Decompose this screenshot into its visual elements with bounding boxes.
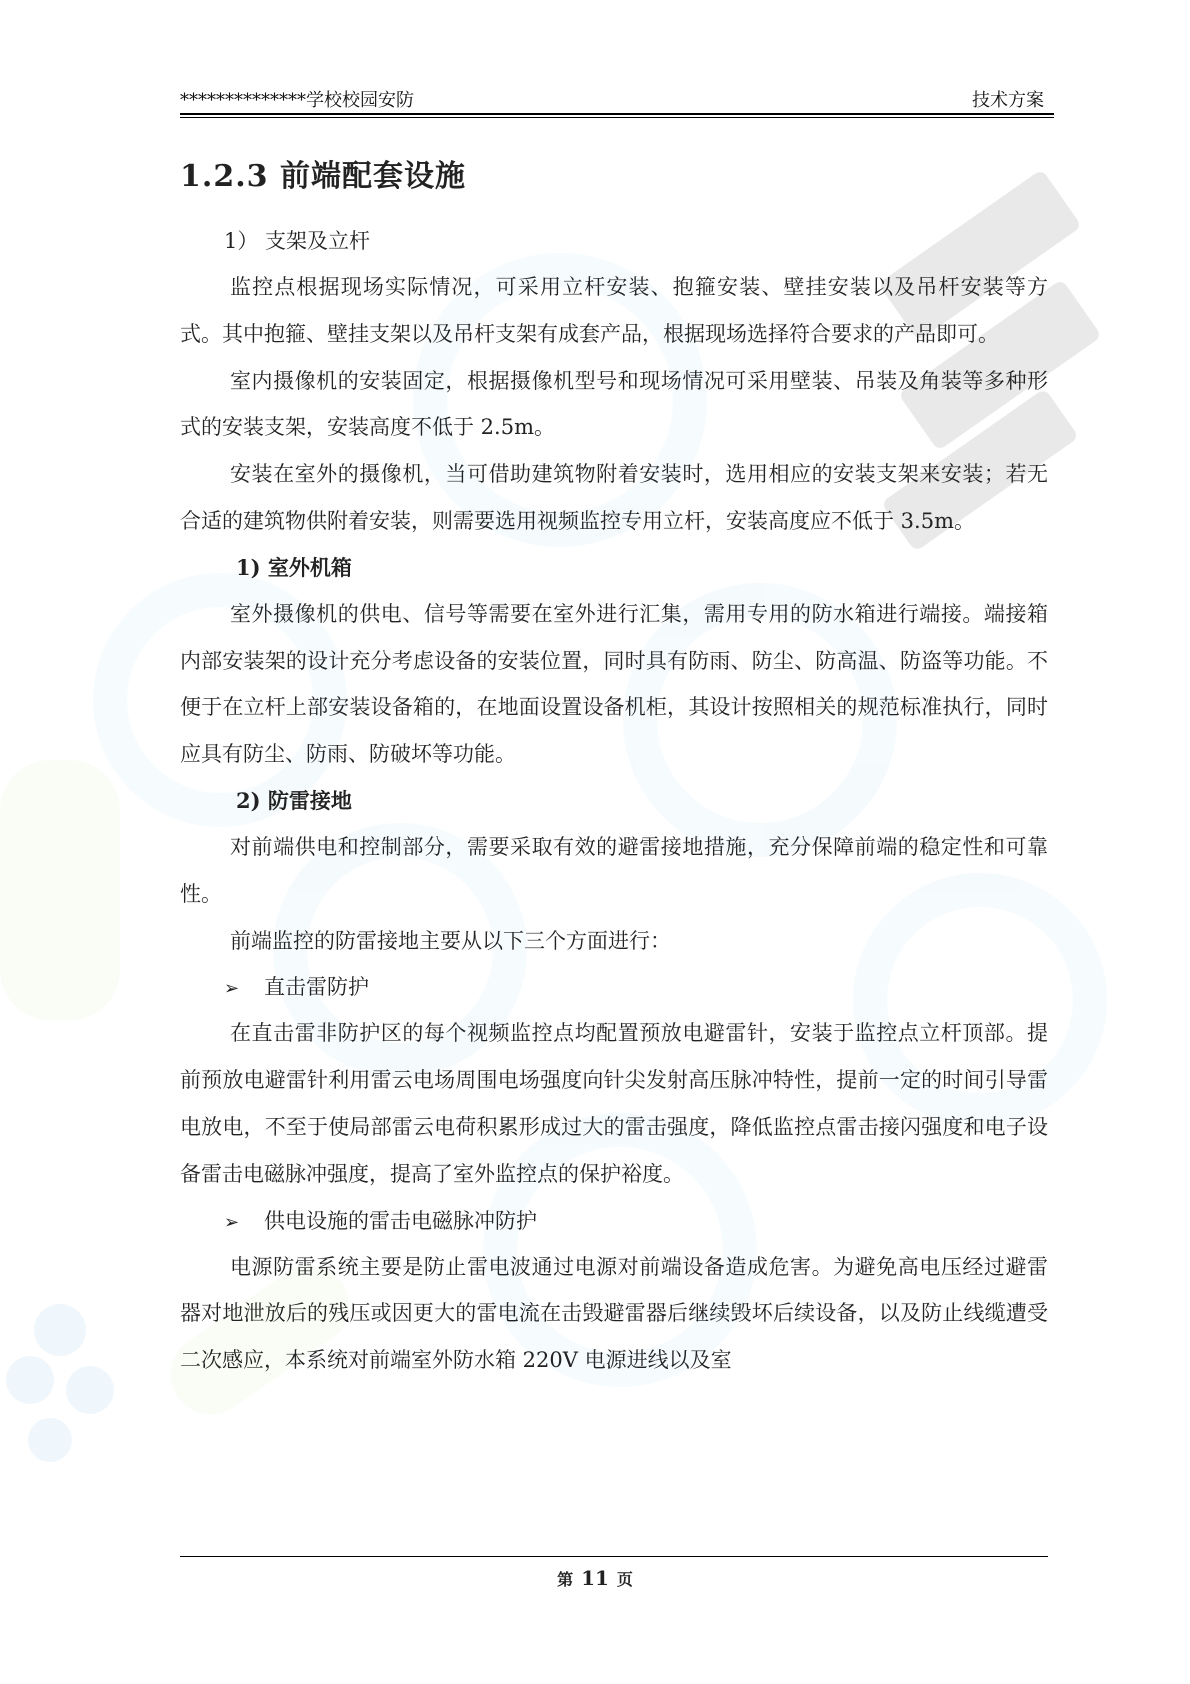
- paragraph: 监控点根据现场实际情况，可采用立杆安装、抱箍安装、壁挂安装以及吊杆安装等方式。其中抱箍、壁挂支架以及吊杆支架有成套产品，根据现场选择符合要求的产品即可。: [180, 275, 1048, 346]
- bullet-label: 直击雷防护: [264, 975, 369, 1000]
- header-document-name: **************学校校园安防: [180, 90, 414, 111]
- bullet-item-power-surge: [180, 1198, 1048, 1244]
- paragraph: 电源防雷系统主要是防止雷电波通过电源对前端设备造成危害。为避免高电压经过避雷器对地泄放后的残压或因更大的雷电流在击毁避雷器后继续毁坏后续设备，以及防止线缆遭受二次感应，本系统对前端室外防水箱 220V 电源进线以及室: [180, 1254, 1048, 1373]
- section-title: 1.2.3 前端配套设施: [180, 159, 466, 194]
- page-number-prefix: 第: [557, 1570, 574, 1589]
- header-document-type: 技术方案: [972, 90, 1044, 111]
- paragraph: 在直击雷非防护区的每个视频监控点均配置预放电避雷针，安装于监控点立杆顶部。提前预放电避雷针利用雷云电场周围电场强度向针尖发射高压脉冲特性，提前一定的时间引导雷电放电，不至于使局部雷云电荷积累形成过大的雷击强度，降低监控点雷击接闪强度和电子设备雷击电磁脉冲强度，提高了室外监控点的保护裕度。: [180, 1021, 1048, 1186]
- subsection-title-brackets-poles: 1） 支架及立杆: [224, 229, 371, 253]
- subsection-title-outdoor-box: 1) 室外机箱: [236, 554, 352, 580]
- page-footer: [0, 1566, 1190, 1590]
- page-header: [180, 84, 1054, 112]
- paragraph: 对前端供电和控制部分，需要采取有效的避雷接地措施，充分保障前端的稳定性和可靠性。: [180, 834, 1048, 906]
- arrow-bullet-icon: ➢: [224, 978, 240, 1000]
- footer-rule: [180, 1556, 1048, 1557]
- page-number-suffix: 页: [616, 1570, 633, 1589]
- header-rule-thin: [180, 117, 1054, 118]
- page-number: 11: [581, 1566, 609, 1590]
- arrow-bullet-icon: ➢: [224, 1211, 240, 1233]
- paragraph: 室外摄像机的供电、信号等需要在室外进行汇集，需用专用的防水箱进行端接。端接箱内部安装架的设计充分考虑设备的安装位置，同时具有防雨、防尘、防高温、防盗等功能。不便于在立杆上部安装设备箱的，在地面设置设备机柜，其设计按照相关的规范标准执行，同时应具有防尘、防雨、防破坏等功能。: [180, 601, 1048, 767]
- bullet-label: 供电设施的雷击电磁脉冲防护: [264, 1208, 537, 1233]
- paragraph: 室内摄像机的安装固定，根据摄像机型号和现场情况可采用壁装、吊装及角装等多种形式的安装支架，安装高度不低于 2.5m。: [180, 368, 1048, 440]
- header-rule-thick: [180, 113, 1054, 115]
- page-body: [180, 148, 1048, 1384]
- bullet-item-direct-lightning: [180, 964, 1048, 1010]
- subsection-title-lightning-grounding: 2) 防雷接地: [236, 787, 352, 813]
- paragraph: 前端监控的防雷接地主要从以下三个方面进行：: [230, 928, 671, 953]
- paragraph: 安装在室外的摄像机，当可借助建筑物附着安装时，选用相应的安装支架来安装；若无合适的建筑物供附着安装，则需要选用视频监控专用立杆，安装高度应不低于 3.5m。: [180, 462, 1048, 533]
